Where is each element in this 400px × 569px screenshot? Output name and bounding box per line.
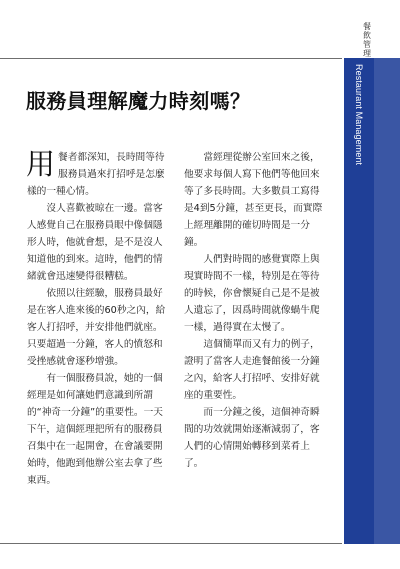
paragraph-2: 沒人喜歡被晾在一邊。當客人感覺自己在服務員眼中像個隱形人時，他就會想，是不是沒人知道他的到來。這時，他們的情緒就會迅速變得很糟糕。 <box>27 203 163 282</box>
paragraph-7: 這個簡單而又有力的例子，證明了當客人走進餐館後一分鐘之內，給客人打招呼、安排好就座的重要性。 <box>184 339 320 401</box>
left-column <box>27 149 169 489</box>
sidebar-text: Restaurant Management <box>354 64 364 166</box>
top-rule <box>0 58 342 59</box>
dropcap-letter: 用 <box>26 147 56 181</box>
page-title: 服務員理解魔力時刻嗎？ <box>26 89 251 113</box>
bottom-space <box>0 544 344 569</box>
paragraph-5: 當經理從辦公室回來之後，他要求每個人寫下他們等他回來等了多長時間。大多數員工寫得是4到5分鐘，甚至更長，而實際上經理離開的確切時間是一分鐘。 <box>184 152 323 248</box>
paragraph-8: 而一分鐘之後，這個神奇瞬間的功效就開始逐漸減弱了，客人們的心情開始轉移到菜肴上了。 <box>184 407 320 469</box>
section-label: 餐飲管理 <box>363 22 371 58</box>
paragraph-4: 有一個服務員說，她的一個經理是如何讓她們意識到所謂的“神奇一分鐘”的重要性。一天下午，這個經理把所有的服務員召集中在一起開會，在會議要開始時，他跑到他辦公室去拿了些東西。 <box>27 373 163 486</box>
side-strip <box>374 58 400 544</box>
right-column <box>184 149 326 472</box>
paragraph-6: 人們對時間的感覺實際上與現實時間不一樣，特別是在等待的時候，你會懷疑自己是不是被人遺忘了，因爲時間就像蝸牛爬一樣，過得實在太慢了。 <box>184 254 320 333</box>
paragraph-1-text: 餐者都深知，長時間等待服務員過來打招呼是怎麼樣的一種心情。 <box>27 152 165 197</box>
paragraph-1 <box>27 149 169 200</box>
paragraph-3: 依照以往經驗，服務員最好是在客人進來後的60秒之內，給客人打招呼，并安排他們就座。只要超過一分鐘，客人的憤怒和受挫感就會逐秒增強。 <box>27 288 166 367</box>
